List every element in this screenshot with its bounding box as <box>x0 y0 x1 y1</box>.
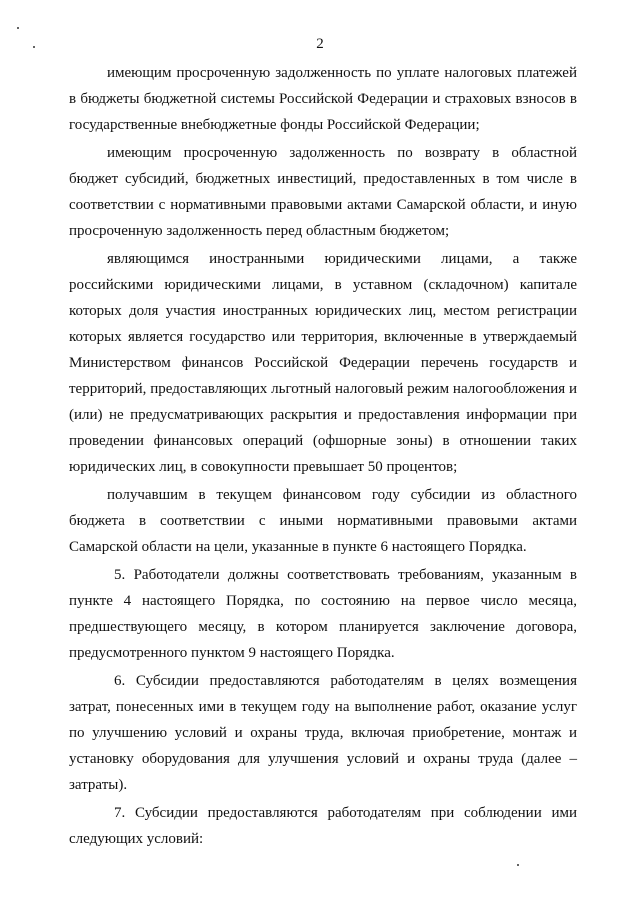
document-body <box>69 60 577 854</box>
page-number: 2 <box>316 36 324 52</box>
scan-speck <box>17 27 19 29</box>
paragraph-tax-debt: имеющим просроченную задолженность по уплате налоговых платежей в бюджеты бюджетной системы Российской Федерации и страховых взносов в государственные внебюджетные фонды Российской Федерации; <box>69 65 577 133</box>
paragraph-regional-budget-debt: имеющим просроченную задолженность по возврату в областной бюджет субсидий, бюджетных инвестиций, предоставленных в том числе в соответствии с нормативными правовыми актами Самарской области, и иную просроченную задолженность перед областным бюджетом; <box>69 145 577 239</box>
paragraph-other-subsidies: получавшим в текущем финансовом году субсидии из областного бюджета в соответствии с иными нормативными правовыми актами Самарской области на цели, указанные в пункте 6 настоящего Порядка. <box>69 487 577 555</box>
paragraph-item-6: 6. Субсидии предоставляются работодателям в целях возмещения затрат, понесенных ими в текущем году на выполнение работ, оказание услуг по улучшению условий и охраны труда, включая приобретение, монтаж и установку оборудования для улучшения условий и охраны труда (далее – затраты). <box>69 673 577 793</box>
paragraph-item-5: 5. Работодатели должны соответствовать требованиям, указанным в пункте 4 настоящего Порядка, по состоянию на первое число месяца, предшествующего месяцу, в котором планируется заключение договора, предусмотренного пунктом 9 настоящего Порядка. <box>69 567 577 661</box>
paragraph-foreign-entities: являющимся иностранными юридическими лицами, а также российскими юридическими лицами, в уставном (складочном) капитале которых доля участия иностранных юридических лиц, местом регистрации которых является государство или территория, включенные в утверждаемый Министерством финансов Российской Федерации перечень государств и территорий, предоставляющих льготный налоговый режим налогообложения и (или) не предусматривающих раскрытия и предоставления информации при проведении финансовых операций (офшорные зоны) в отношении таких юридических лиц, в совокупности превышает 50 процентов; <box>69 251 577 475</box>
scan-speck <box>517 864 519 866</box>
paragraph-item-7: 7. Субсидии предоставляются работодателям при соблюдении ими следующих условий: <box>69 805 577 847</box>
